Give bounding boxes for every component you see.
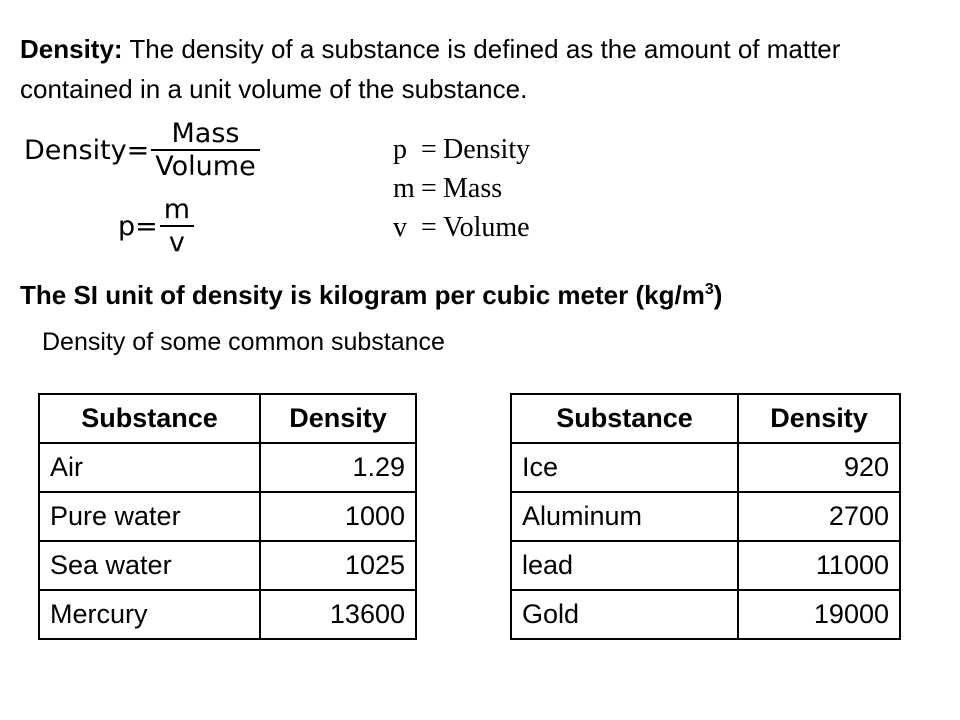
- density-cell: 2700: [738, 492, 900, 541]
- header-density: Density: [260, 394, 416, 443]
- density-cell: 920: [738, 443, 900, 492]
- legend-row: [393, 208, 530, 247]
- substance-cell: Air: [39, 443, 260, 492]
- substance-cell: Pure water: [39, 492, 260, 541]
- header-substance: Substance: [511, 394, 738, 443]
- density-cell: 1.29: [260, 443, 416, 492]
- definition-text: The density of a substance is defined as the amount of matter contained in a unit volume of the substance.: [20, 34, 841, 104]
- formula-symbol-fraction: [160, 196, 194, 256]
- substance-cell: Ice: [511, 443, 738, 492]
- formula-symbol-lhs: p: [118, 210, 136, 242]
- density-cell: 1025: [260, 541, 416, 590]
- density-cell: 1000: [260, 492, 416, 541]
- substance-cell: Aluminum: [511, 492, 738, 541]
- legend-equals: =: [421, 134, 437, 165]
- legend-meaning: Volume: [443, 212, 530, 243]
- density-table-right: [510, 393, 901, 640]
- table-row: [511, 443, 900, 492]
- legend-meaning: Mass: [443, 173, 503, 204]
- legend-symbol: m: [393, 173, 415, 204]
- legend-symbol: p: [393, 134, 407, 165]
- symbolic-formula: [118, 196, 194, 256]
- formula-denominator: Volume: [155, 151, 256, 182]
- formula-symbol-denominator: v: [168, 227, 185, 258]
- formula-symbol-numerator: m: [163, 194, 191, 225]
- table-row: [39, 541, 416, 590]
- formula-equals: =: [126, 134, 150, 166]
- formula-fraction: [151, 120, 259, 180]
- density-table-left: [38, 393, 417, 640]
- definition-paragraph: [20, 29, 940, 109]
- table-row: [39, 590, 416, 639]
- substance-cell: Mercury: [39, 590, 260, 639]
- density-cell: 11000: [738, 541, 900, 590]
- variable-legend: [393, 130, 530, 247]
- formula-numerator: Mass: [171, 118, 240, 149]
- formula-lhs: Density: [24, 134, 127, 166]
- table-row: [39, 443, 416, 492]
- legend-row: [393, 130, 530, 169]
- table-row: [511, 590, 900, 639]
- substance-cell: Sea water: [39, 541, 260, 590]
- table-header-row: [511, 394, 900, 443]
- si-unit-exponent: 3: [704, 281, 714, 298]
- tables-caption: Density of some common substance: [42, 328, 445, 356]
- header-substance: Substance: [39, 394, 260, 443]
- legend-row: [393, 169, 530, 208]
- table-row: [39, 492, 416, 541]
- density-cell: 13600: [260, 590, 416, 639]
- header-density: Density: [738, 394, 900, 443]
- substance-cell: lead: [511, 541, 738, 590]
- substance-cell: Gold: [511, 590, 738, 639]
- legend-meaning: Density: [443, 134, 531, 165]
- formula-symbol-equals: =: [135, 210, 158, 242]
- table-header-row: [39, 394, 416, 443]
- table-row: [511, 492, 900, 541]
- density-cell: 19000: [738, 590, 900, 639]
- si-unit-close: ): [713, 280, 723, 310]
- legend-symbol: v: [393, 212, 407, 243]
- legend-equals: =: [421, 173, 437, 204]
- si-unit-statement: [20, 280, 722, 311]
- table-row: [511, 541, 900, 590]
- legend-equals: =: [421, 212, 437, 243]
- density-formula: [24, 120, 260, 180]
- definition-term: Density:: [20, 34, 123, 64]
- si-unit-text: The SI unit of density is kilogram per cubic meter (kg/m: [20, 280, 705, 310]
